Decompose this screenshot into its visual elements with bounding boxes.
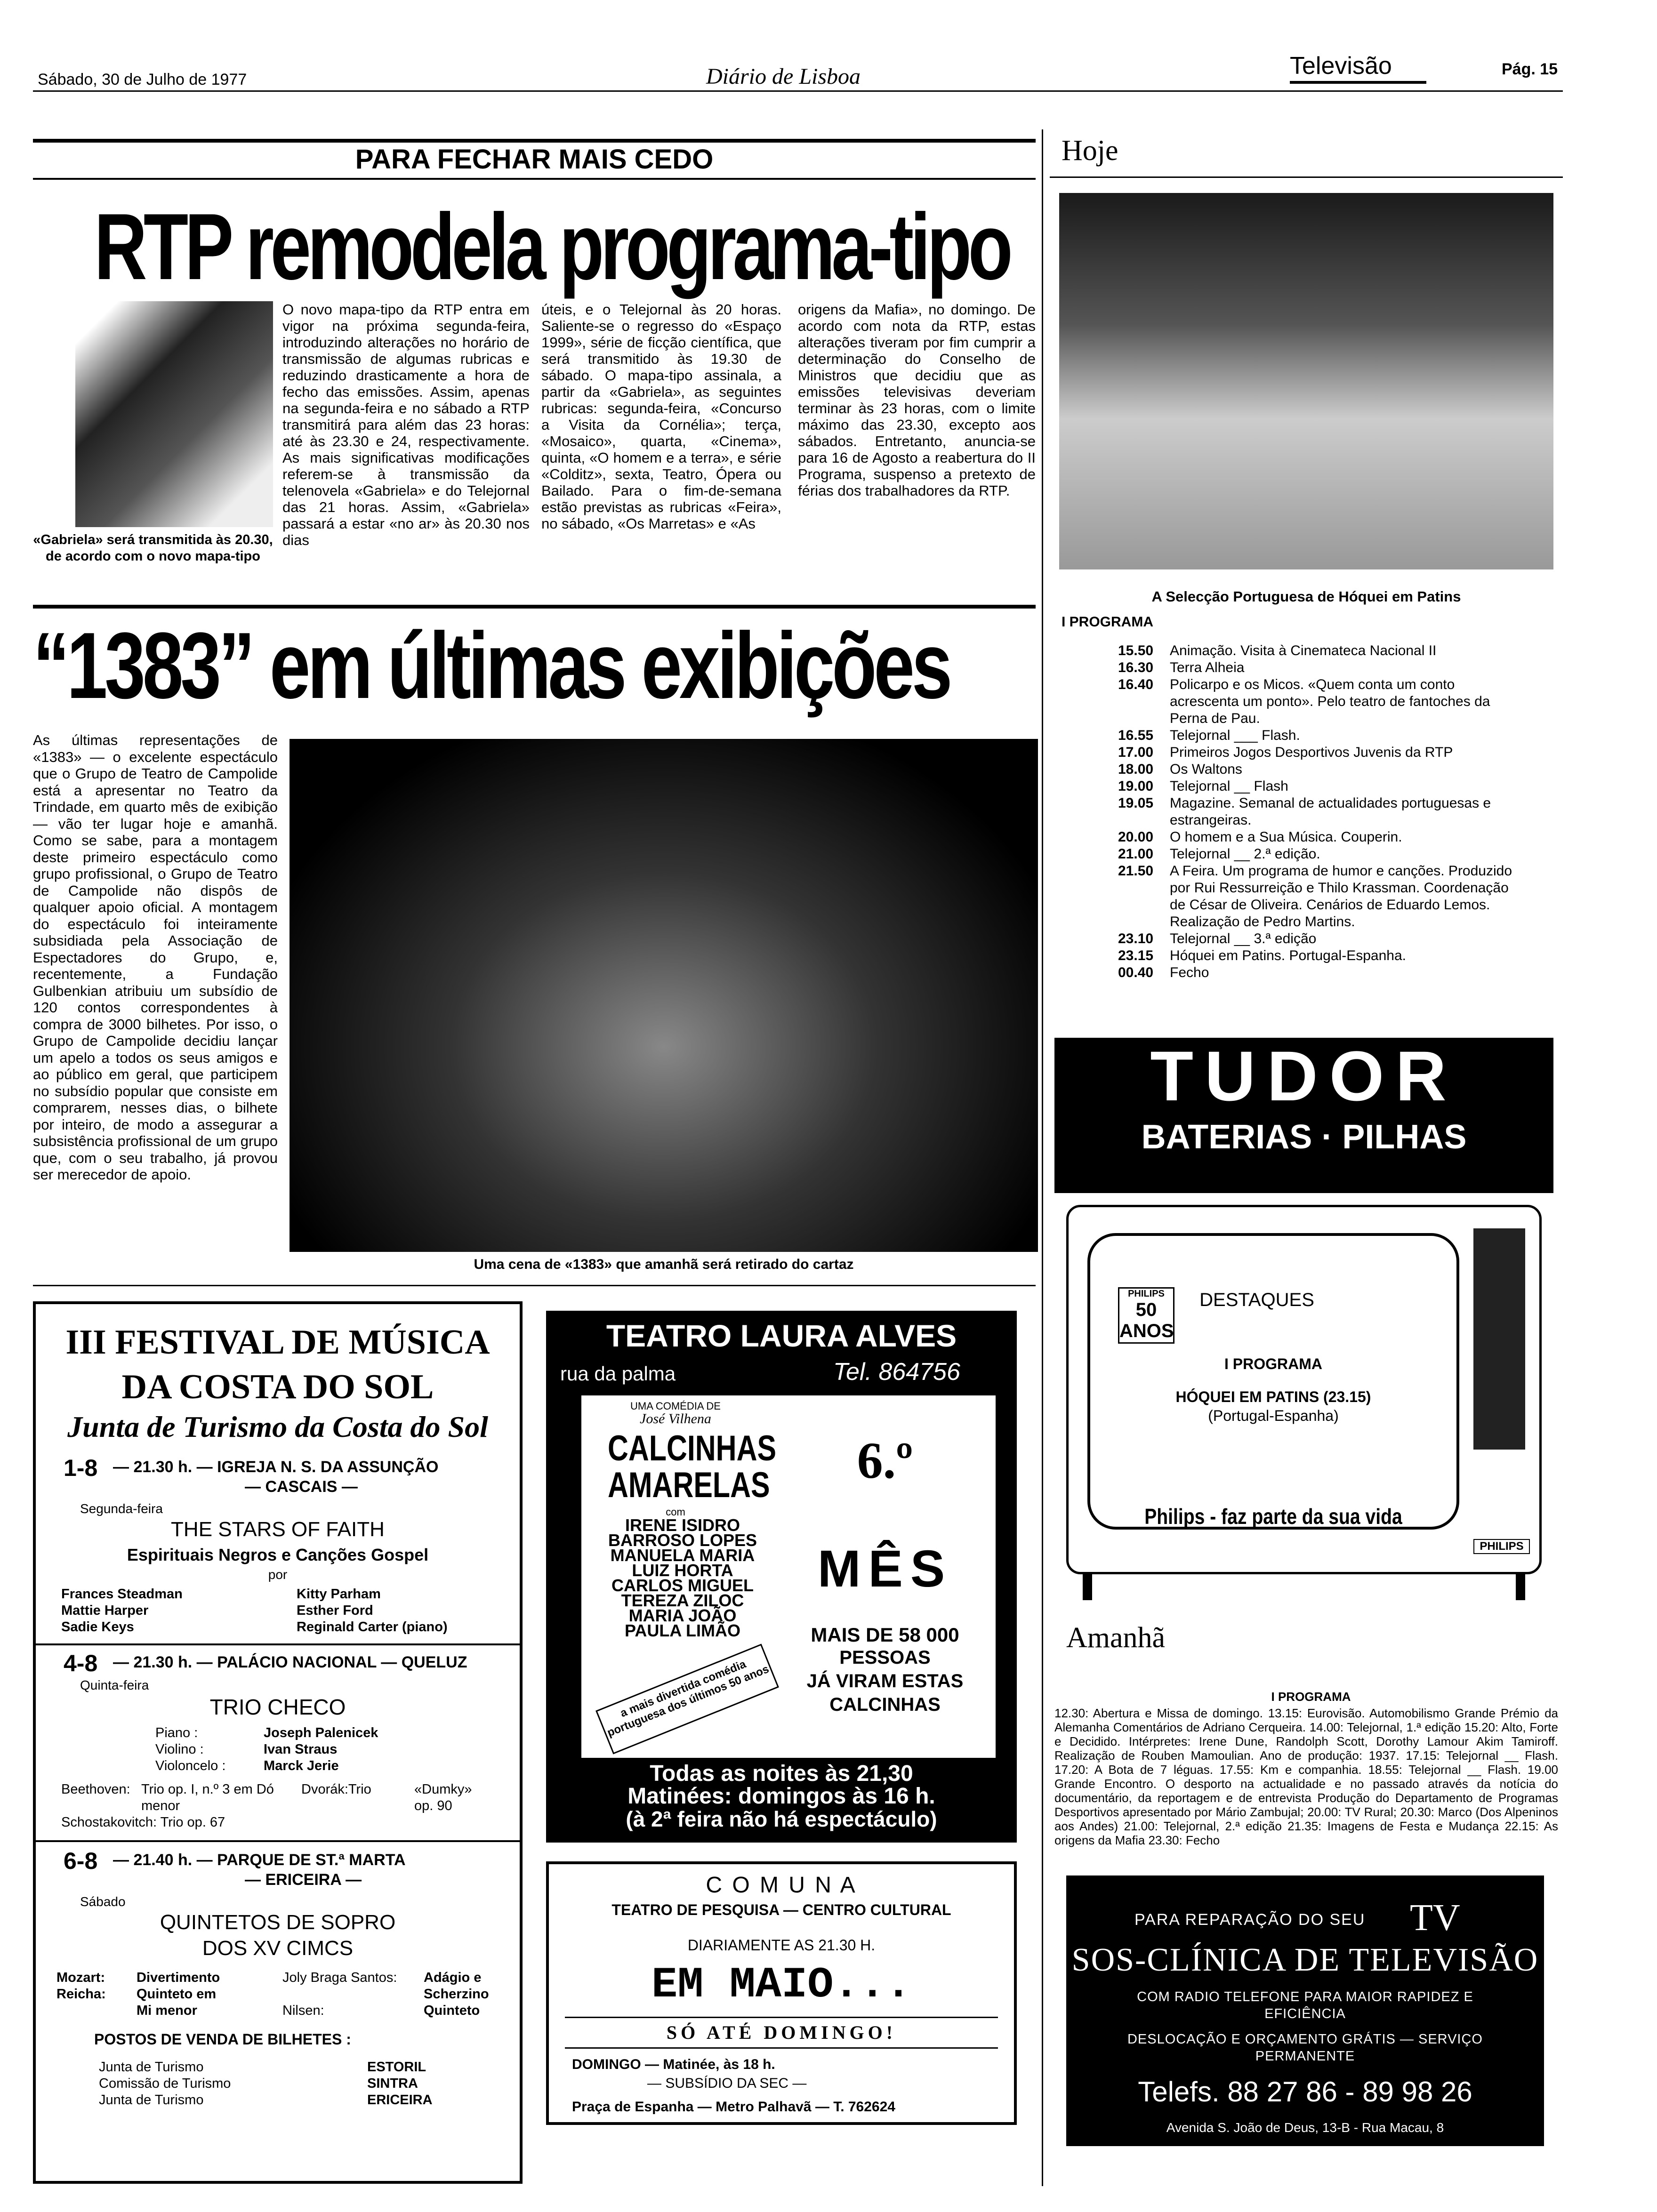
rule bbox=[33, 605, 1036, 609]
schedule-item bbox=[1118, 744, 1518, 761]
work: Quinteto em Mi menor bbox=[137, 1987, 217, 2018]
musician: Joseph Palenicek bbox=[264, 1725, 378, 1740]
page-number: Pág. 15 bbox=[1502, 60, 1558, 78]
comuna-play: EM MAIO... bbox=[651, 1960, 912, 2010]
instrument: Piano : bbox=[155, 1725, 198, 1740]
article-body: As últimas representações de «1383» — o excelente espectáculo que o Grupo de Teatro de Campolide está a apresentar no Teatro da Trindade, em quarto mês de exibição — vão ter lugar hoje e amanhã. Como se sabe, para a montagem deste primeiro espectáculo como grupo profissional, o Grupo de Teatro de Campolide não dispôs de qualquer apoio oficial. A montagem do espectáculo foi inteiramente subsidiada pela Associação de Espectadores do Grupo, e, recentemente, a Fundação Gulbenkian atribuiu um subsídio de 120 contos correspondentes à compra de 3000 bilhetes. Por isso, o Grupo de Campolide decidiu lançar um apelo a todos os seus amigos e ao público em geral, que participem no subsídio popular que consiste em comprarem, nesses dias, o bilhete por inteiro, de modo a assegurar a subsistência profissional de um grupo que, com o seu trabalho, já provou ser merecedor de apoio. bbox=[33, 732, 278, 1183]
photo-caption: «Gabriela» será transmitida às 20.30, de acordo com o novo mapa-tipo bbox=[33, 532, 273, 564]
sos-name: SOS-CLÍNICA DE TELEVISÃO bbox=[1071, 1942, 1539, 1978]
schedule-item bbox=[1118, 829, 1518, 846]
work: Trio op. I, n.º 3 em Dó menor bbox=[141, 1782, 274, 1813]
month-number: 6.º bbox=[857, 1432, 913, 1489]
place: — ERICEIRA — bbox=[245, 1871, 362, 1889]
amanha-title: Amanhã bbox=[1066, 1622, 1166, 1654]
headline: RTP remodela programa-tipo bbox=[94, 194, 1010, 299]
place: — CASCAIS — bbox=[245, 1478, 358, 1496]
comuna-subtitle: TEATRO DE PESQUISA — CENTRO CULTURAL bbox=[611, 1901, 951, 1918]
tickets-title: POSTOS DE VENDA DE BILHETES : bbox=[94, 2031, 351, 2048]
sos-address: Avenida S. João de Deus, 13-B - Rua Macau, 8 bbox=[1166, 2120, 1444, 2135]
philips-logo-text: PHILIPS bbox=[1128, 1289, 1165, 1299]
show: Telejornal ___ Flash. bbox=[1170, 728, 1300, 743]
festival-organizer: Junta de Turismo da Costa do Sol bbox=[67, 1410, 488, 1443]
tv-leg bbox=[1516, 1572, 1525, 1600]
vendor-place: ESTORIL bbox=[367, 2060, 426, 2075]
schedule-item bbox=[1118, 930, 1518, 947]
composer: Reicha: bbox=[56, 1987, 106, 2002]
time: 21.50 bbox=[1118, 863, 1154, 879]
time: 20.00 bbox=[1118, 829, 1154, 845]
weekday: Segunda-feira bbox=[80, 1501, 163, 1516]
philips-badge: PHILIPS bbox=[1473, 1539, 1530, 1554]
sos-tv: TV bbox=[1410, 1897, 1460, 1939]
tv-control-panel bbox=[1473, 1228, 1525, 1450]
schedule-item bbox=[1118, 761, 1518, 778]
hoje-title: Hoje bbox=[1062, 135, 1118, 167]
audience: CALCINHAS bbox=[829, 1694, 941, 1715]
festival-title: III FESTIVAL DE MÚSICA bbox=[65, 1323, 490, 1362]
article-column: origens da Mafia», no domingo. De acordo com nota da RTP, estas alterações tiveram por fim cumprir a determinação do Conselho de Ministros que decidiu que as emissões televisivas deveriam terminar às 23 horas, com o limite máximo das 23.30, excepto aos sábados. Entretanto, anuncia-se para 16 de Agosto a reabertura do II Programa, suspenso a pretexto de férias dos trabalhadores da RTP. bbox=[798, 301, 1036, 499]
audience: JÁ VIRAM ESTAS bbox=[806, 1671, 964, 1691]
show: Hóquei em Patins. Portugal-Espanha. bbox=[1170, 948, 1406, 963]
theatre-name: TEATRO LAURA ALVES bbox=[606, 1318, 957, 1353]
divider bbox=[565, 2017, 998, 2018]
cast-member: MANUELA MARIA bbox=[610, 1546, 755, 1565]
highlight-show: HÓQUEI EM PATINS (23.15) bbox=[1175, 1388, 1371, 1405]
time: 17.00 bbox=[1118, 745, 1154, 760]
work: Quinteto bbox=[424, 2003, 480, 2018]
show-title: DOS XV CIMCS bbox=[202, 1937, 354, 1960]
month-label: MÊS bbox=[817, 1540, 953, 1598]
cast-member: MARIA JOÃO bbox=[628, 1606, 737, 1625]
time: 18.00 bbox=[1118, 761, 1154, 777]
sos-phone: Telefs. 88 27 86 - 89 98 26 bbox=[1138, 2076, 1472, 2108]
show-title: TRIO CHECO bbox=[209, 1695, 346, 1719]
work: «Dumky» op. 90 bbox=[414, 1782, 472, 1813]
performer: Esther Ford bbox=[297, 1603, 373, 1618]
header-rule bbox=[33, 90, 1563, 92]
event-info: — 21.30 h. — PALÁCIO NACIONAL — QUELUZ bbox=[113, 1653, 467, 1671]
comuna-subsidy: — SUBSÍDIO DA SEC — bbox=[647, 2076, 807, 2091]
weekday: Quinta-feira bbox=[80, 1678, 149, 1692]
schedule-item bbox=[1118, 778, 1518, 795]
theatre-photo bbox=[290, 739, 1038, 1252]
schedule-item bbox=[1118, 964, 1518, 981]
hockey-team-photo bbox=[1059, 193, 1553, 569]
article-column: úteis, e o Telejornal às 20 horas. Saliente-se o regresso do «Espaço 1999», série de ficção científica, que será transmitido às 19.30 de sábado. O mapa-tipo assinala, a partir da «Gabriela», as seguintes rubricas: segunda-feira, «Concurso a Visita da Cornélia»; terça, «Mosaico», quarta, «Cinema», quinta, «O homem e a terra», e série «Colditz», sexta, Teatro, Ópera ou Bailado. Para o fim-de-semana estão previstas as rubricas «Feira», no sábado, «Os Marretas» e «As bbox=[541, 301, 781, 532]
show-title: QUINTETOS DE SOPRO bbox=[160, 1911, 396, 1934]
play-title: AMARELAS bbox=[608, 1465, 770, 1505]
cast-member: IRENE ISIDRO bbox=[625, 1515, 740, 1535]
vendor: Junta de Turismo bbox=[99, 2092, 204, 2108]
schedule-item bbox=[1118, 795, 1518, 829]
work: Adágio e Scherzino bbox=[424, 1970, 489, 2002]
tv-schedule bbox=[1118, 642, 1518, 981]
vendor-place: ERICEIRA bbox=[367, 2092, 433, 2108]
event-info: — 21.40 h. — PARQUE DE ST.ª MARTA bbox=[113, 1851, 406, 1869]
cast-member: TEREZA ZILOC bbox=[621, 1591, 744, 1610]
time: 19.00 bbox=[1118, 778, 1154, 794]
schedule-item bbox=[1118, 863, 1518, 930]
divider bbox=[565, 2047, 998, 2049]
photo-caption: Uma cena de «1383» que amanhã será retirado do cartaz bbox=[474, 1257, 854, 1272]
com: com bbox=[666, 1506, 685, 1518]
comuna-time: DIARIAMENTE AS 21.30 H. bbox=[687, 1937, 876, 1954]
schedule: Todas as noites às 21,30 bbox=[650, 1761, 913, 1786]
comuna-title: C O M U N A bbox=[706, 1873, 857, 1898]
divider bbox=[36, 1643, 520, 1645]
show: Telejornal __ Flash bbox=[1170, 778, 1288, 794]
composer: Nilsen: bbox=[282, 2003, 324, 2018]
performer: Reginald Carter (piano) bbox=[297, 1619, 448, 1635]
time: 16.40 bbox=[1118, 677, 1154, 692]
headline: “1383” em últimas exibições bbox=[33, 613, 950, 718]
divider bbox=[36, 1840, 520, 1842]
comedy-label: UMA COMÉDIA DE bbox=[630, 1400, 721, 1412]
sos-detail: DESLOCAÇÃO E ORÇAMENTO GRÁTIS — SERVIÇO PERMANENTE bbox=[1127, 2032, 1483, 2064]
comuna-last: SÓ ATÉ DOMINGO! bbox=[666, 2022, 897, 2043]
sos-detail: COM RADIO TELEFONE PARA MAIOR RAPIDEZ E EFICIÊNCIA bbox=[1137, 1989, 1473, 2021]
schedule: (à 2ª feira não há espectáculo) bbox=[626, 1807, 937, 1831]
composer: Joly Braga Santos: bbox=[282, 1970, 397, 1985]
audience: PESSOAS bbox=[839, 1647, 931, 1668]
vendor: Junta de Turismo bbox=[99, 2060, 204, 2075]
article-column: O novo mapa-tipo da RTP entra em vigor na próxima segunda-feira, introduzindo alterações no horário de transmissão de algumas rubricas e reduzindo drasticamente a hora de fecho das emissões. Assim, apenas na segunda-feira e no sábado a RTP transmitirá para além das 23 horas: até às 23.30 e 24, respectivamente. As mais significativas modificações referem-se à transmissão da telenovela «Gabriela» e do Telejornal das 21 horas. Assim, «Gabriela» passará a estar «no ar» às 20.30 nos dias bbox=[282, 301, 530, 548]
photo-caption: A Selecção Portuguesa de Hóquei em Patins bbox=[1151, 588, 1461, 605]
audience: MAIS DE 58 000 bbox=[811, 1624, 959, 1646]
work: Schostakovitch: Trio op. 67 bbox=[61, 1815, 225, 1830]
rule bbox=[33, 1285, 1036, 1286]
vendor: Comissão de Turismo bbox=[99, 2076, 231, 2091]
sos-intro: PARA REPARAÇÃO DO SEU bbox=[1134, 1911, 1366, 1929]
date: 1-8 bbox=[64, 1455, 98, 1481]
date: 4-8 bbox=[64, 1650, 98, 1676]
section-underline bbox=[1290, 81, 1426, 84]
por: por bbox=[268, 1567, 288, 1582]
cast-member: PAULA LIMÃO bbox=[625, 1621, 740, 1640]
performer: Sadie Keys bbox=[61, 1619, 134, 1635]
tudor-products: BATERIAS · PILHAS bbox=[1141, 1118, 1467, 1156]
phone: Tel. 864756 bbox=[833, 1358, 960, 1386]
show: Fecho bbox=[1170, 965, 1209, 980]
show: Telejornal __ 3.ª edição bbox=[1170, 931, 1317, 946]
gabriela-photo bbox=[75, 301, 273, 527]
kicker: PARA FECHAR MAIS CEDO bbox=[355, 144, 714, 175]
schedule-item bbox=[1118, 846, 1518, 863]
issue-date: Sábado, 30 de Julho de 1977 bbox=[38, 71, 247, 88]
channel: I PROGRAMA bbox=[1224, 1355, 1322, 1372]
tv-leg bbox=[1083, 1572, 1092, 1600]
performer: Frances Steadman bbox=[61, 1587, 183, 1602]
musician: Marck Jerie bbox=[264, 1758, 339, 1773]
show: A Feira. Um programa de humor e canções. Produzido por Rui Ressurreição e Thilo Krassman. Coordenação de César de Oliveira. Cenários de Eduardo Lemos. Realização de Pedro Martins. bbox=[1170, 863, 1512, 930]
weekday: Sábado bbox=[80, 1894, 126, 1909]
anniversary: 50 ANOS bbox=[1119, 1299, 1174, 1341]
rule bbox=[33, 178, 1036, 180]
schedule: Matinées: domingos às 16 h. bbox=[627, 1784, 935, 1809]
composer: Beethoven: bbox=[61, 1782, 130, 1797]
rule bbox=[1050, 176, 1563, 178]
schedule-item bbox=[1118, 659, 1518, 676]
schedule-item bbox=[1118, 676, 1518, 727]
show-title: THE STARS OF FAITH bbox=[171, 1518, 385, 1541]
show: Policarpo e os Micos. «Quem conta um conto acrescenta um ponto». Pelo teatro de fantoches da Perna de Pau. bbox=[1170, 677, 1490, 726]
time: 16.55 bbox=[1118, 728, 1154, 743]
show: Terra Alheia bbox=[1170, 660, 1245, 675]
instrument: Violoncelo : bbox=[155, 1758, 226, 1773]
show: O homem e a Sua Música. Couperin. bbox=[1170, 829, 1402, 845]
show: Magazine. Semanal de actualidades portuguesas e estrangeiras. bbox=[1170, 795, 1491, 828]
channel: I PROGRAMA bbox=[1271, 1690, 1351, 1704]
masthead: Diário de Lisboa bbox=[706, 64, 861, 89]
time: 23.10 bbox=[1118, 931, 1154, 946]
play-title: CALCINHAS bbox=[608, 1428, 777, 1468]
destaques: DESTAQUES bbox=[1199, 1290, 1314, 1310]
cast-member: CARLOS MIGUEL bbox=[611, 1576, 754, 1595]
column-rule bbox=[1042, 129, 1043, 2186]
comuna-matinee: DOMINGO — Matinée, às 18 h. bbox=[572, 2057, 775, 2072]
time: 15.50 bbox=[1118, 643, 1154, 658]
composer: Mozart: bbox=[56, 1970, 105, 1985]
time: 19.05 bbox=[1118, 795, 1154, 811]
channel: I PROGRAMA bbox=[1062, 614, 1153, 630]
cast-member: BARROSO LOPES bbox=[608, 1531, 757, 1550]
vendor-place: SINTRA bbox=[367, 2076, 418, 2091]
comuna-address: Praça de Espanha — Metro Palhavã — T. 762624 bbox=[572, 2099, 895, 2115]
festival-title: DA COSTA DO SOL bbox=[121, 1368, 434, 1406]
composer: Dvorák:Trio bbox=[301, 1782, 371, 1797]
stamp: a mais divertida comédia portuguesa dos últimos 50 anos bbox=[595, 1643, 779, 1754]
performer: Mattie Harper bbox=[61, 1603, 149, 1618]
cast bbox=[588, 1515, 777, 1640]
show-desc: Espirituais Negros e Canções Gospel bbox=[127, 1545, 429, 1564]
time: 00.40 bbox=[1118, 965, 1154, 980]
show: Primeiros Jogos Desportivos Juvenis da RTP bbox=[1170, 745, 1453, 760]
highlight-match: (Portugal-Espanha) bbox=[1208, 1407, 1339, 1424]
show: Os Waltons bbox=[1170, 761, 1242, 777]
rule bbox=[33, 139, 1036, 143]
section-title: Televisão bbox=[1290, 52, 1392, 80]
street: rua da palma bbox=[560, 1362, 676, 1385]
cast-member: LUIZ HORTA bbox=[632, 1561, 733, 1580]
instrument: Violino : bbox=[155, 1742, 204, 1757]
schedule-item bbox=[1118, 642, 1518, 659]
schedule-item bbox=[1118, 727, 1518, 744]
amanha-schedule: 12.30: Abertura e Missa de domingo. 13.15: Eurovisão. Automobilismo Grande Prémio da Alemanha Comentários de Adriano Cerqueira. 14.00: Telejornal, 1.ª edição 15.20: Alto, Forte e Decidido. Intérpretes: Irene Dune, Randolph Scott, Dorothy Lamour Akim Tamiroff. Realização de Rouben Mamoulian. Ano de produção: 1937. 17.15: Telejornal __ Flash. 17.20: A Bota de 7 léguas. 17.55: Km e companhia. 18.55: Telejornal __ Flash. 19.00 Grande Encontro. O desporto na actualidade e no passado através da notícia do documentário, da reportagem e de entrevista Produção do Departamento de Programas Desportivos apresentado por Mário Zambujal; 20.00: TV Rural; 20.30: Marco (Dos Alpeninos aos Andes) 21.00: Telejornal, 2.ª edição 21.35: Imagens de Festa e Mudança 22.15: As origens da Mafia 23.30: Fecho bbox=[1054, 1706, 1558, 1847]
time: 23.15 bbox=[1118, 948, 1154, 963]
musician: Ivan Straus bbox=[264, 1742, 338, 1757]
author: José Vilhena bbox=[640, 1411, 711, 1427]
philips-slogan: Philips - faz parte da sua vida bbox=[1144, 1504, 1402, 1529]
time: 16.30 bbox=[1118, 660, 1154, 675]
schedule-item bbox=[1118, 947, 1518, 964]
date: 6-8 bbox=[64, 1848, 98, 1874]
performer: Kitty Parham bbox=[297, 1587, 381, 1602]
tv-screen bbox=[1087, 1233, 1459, 1530]
event-info: — 21.30 h. — IGREJA N. S. DA ASSUNÇÃO bbox=[113, 1458, 439, 1476]
time: 21.00 bbox=[1118, 846, 1154, 862]
tudor-brand: TUDOR bbox=[1150, 1036, 1458, 1115]
work: Divertimento bbox=[137, 1970, 220, 1985]
show: Telejornal __ 2.ª edição. bbox=[1170, 846, 1320, 862]
show: Animação. Visita à Cinemateca Nacional II bbox=[1170, 643, 1437, 658]
